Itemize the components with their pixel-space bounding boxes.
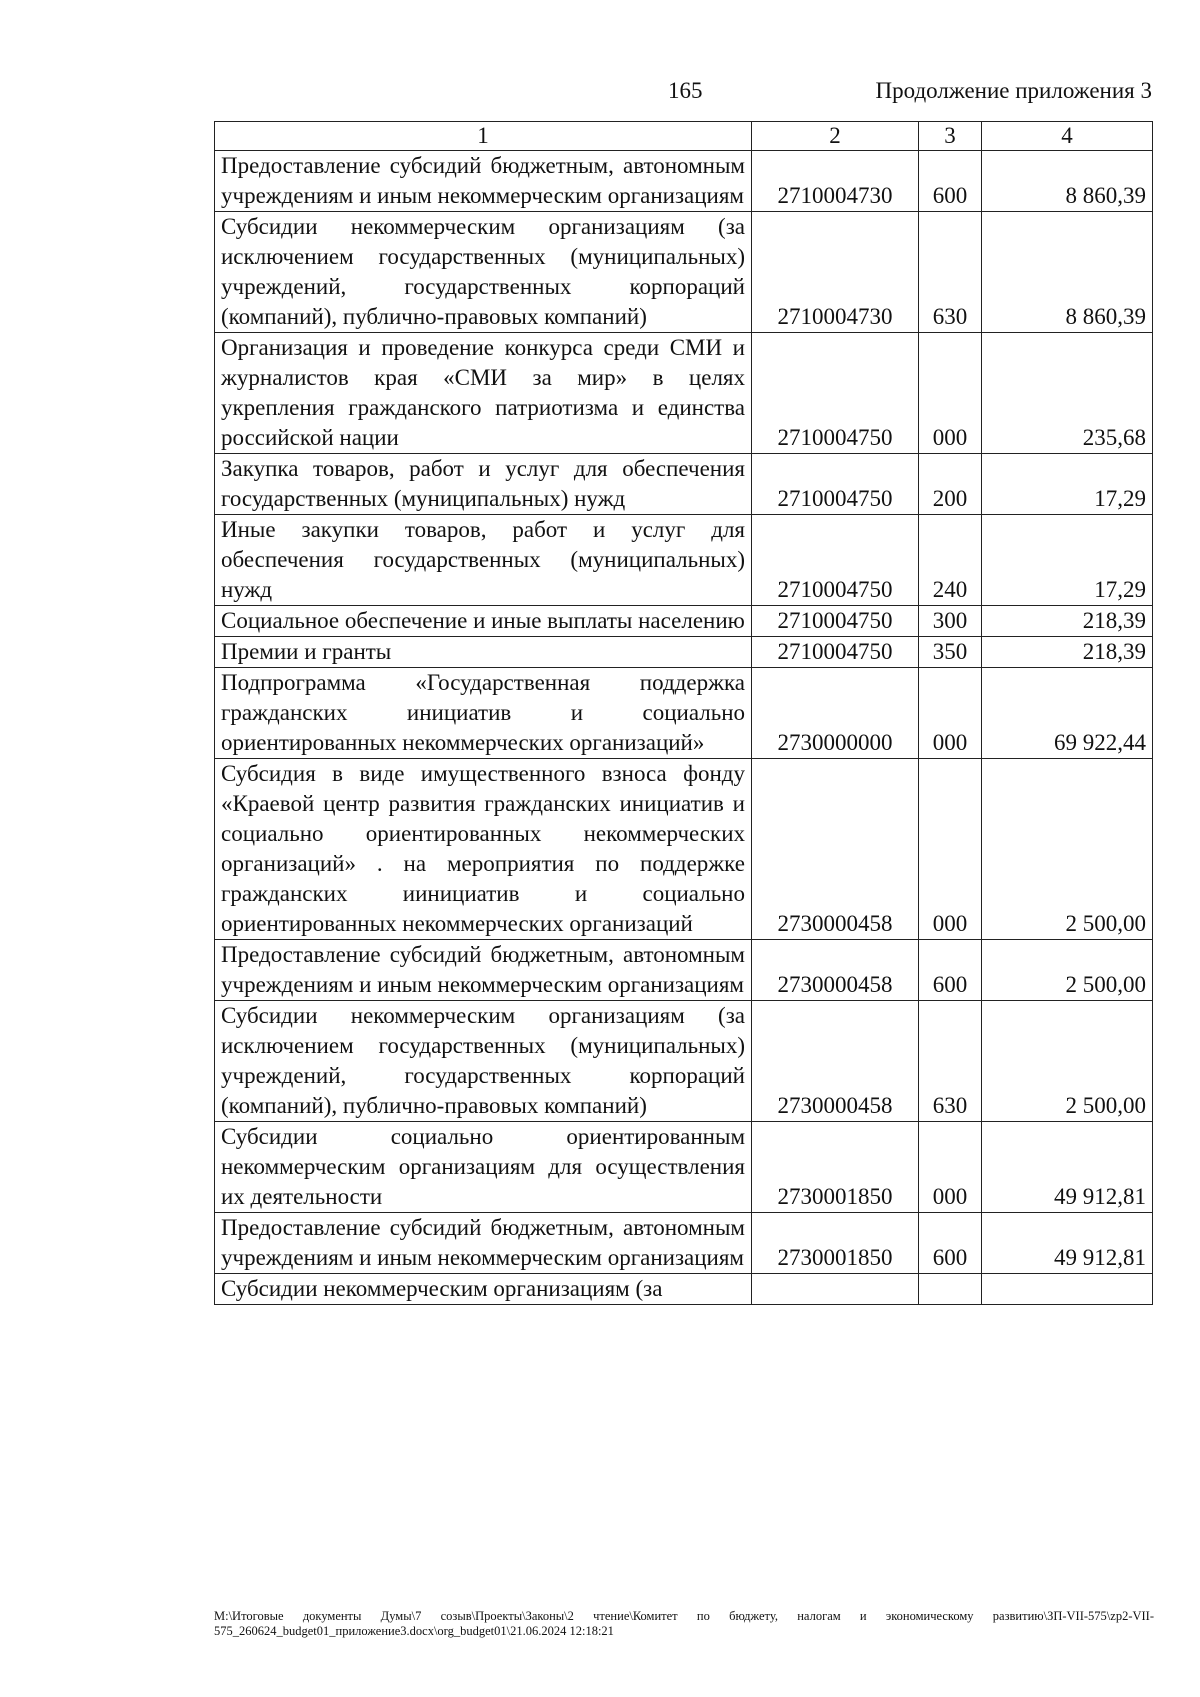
row-type: 350 (919, 637, 982, 668)
row-amount: 8 860,39 (982, 212, 1153, 333)
row-type: 000 (919, 333, 982, 454)
row-description: Организация и проведение конкурса среди СМИ и журналистов края «СМИ за мир» в целях укрепления гражданского патриотизма и единства российской нации (215, 333, 752, 454)
table-row (215, 212, 1153, 333)
row-amount: 69 922,44 (982, 668, 1153, 759)
row-amount: 49 912,81 (982, 1213, 1153, 1274)
row-code: 2730000000 (752, 668, 919, 759)
row-code: 2730000458 (752, 1001, 919, 1122)
table-row (215, 940, 1153, 1001)
table-row (215, 515, 1153, 606)
table-row (215, 606, 1153, 637)
row-amount: 235,68 (982, 333, 1153, 454)
column-header: 3 (919, 122, 982, 151)
row-description: Иные закупки товаров, работ и услуг для обеспечения государственных (муниципальных) нужд (215, 515, 752, 606)
row-amount: 2 500,00 (982, 759, 1153, 940)
table-header-row (215, 122, 1153, 151)
row-description: Социальное обеспечение и иные выплаты населению (215, 606, 752, 637)
row-amount: 218,39 (982, 606, 1153, 637)
table-row (215, 668, 1153, 759)
row-amount: 17,29 (982, 454, 1153, 515)
column-header: 4 (982, 122, 1153, 151)
row-description: Субсидии некоммерческим организациям (за (215, 1274, 752, 1305)
row-description: Субсидии социально ориентированным некоммерческим организациям для осуществления их деятельности (215, 1122, 752, 1213)
continuation-label: Продолжение приложения 3 (875, 78, 1152, 103)
page-number: 165 (668, 78, 703, 103)
row-code: 2710004750 (752, 454, 919, 515)
row-code: 2730001850 (752, 1213, 919, 1274)
row-code: 2710004750 (752, 333, 919, 454)
column-header: 2 (752, 122, 919, 151)
row-description: Предоставление субсидий бюджетным, автономным учреждениям и иным некоммерческим организациям (215, 151, 752, 212)
table-row (215, 1122, 1153, 1213)
row-amount (982, 1274, 1153, 1305)
row-type: 600 (919, 151, 982, 212)
row-type: 600 (919, 1213, 982, 1274)
table-row (215, 151, 1153, 212)
footer-file-path: М:\Итоговые документы Думы\7 созыв\Проекты\Законы\2 чтение\Комитет по бюджету, налогам и экономическому развитию\ЗП-VII-575\zp2-VII-575_260624_budget01_приложение3.docx\org_budget01\21.06.2024 12:18:21 (214, 1609, 1154, 1638)
table-row (215, 454, 1153, 515)
row-code: 2710004730 (752, 212, 919, 333)
row-type: 000 (919, 668, 982, 759)
row-description: Субсидии некоммерческим организациям (за исключением государственных (муниципальных) учреждений, государственных корпораций (компаний), публично-правовых компаний) (215, 212, 752, 333)
row-type: 630 (919, 1001, 982, 1122)
row-amount: 2 500,00 (982, 940, 1153, 1001)
row-description: Подпрограмма «Государственная поддержка гражданских инициатив и социально ориентированных некоммерческих организаций» (215, 668, 752, 759)
row-amount: 2 500,00 (982, 1001, 1153, 1122)
row-code: 2710004750 (752, 515, 919, 606)
row-type: 600 (919, 940, 982, 1001)
row-description: Предоставление субсидий бюджетным, автономным учреждениям и иным некоммерческим организациям (215, 1213, 752, 1274)
row-amount: 8 860,39 (982, 151, 1153, 212)
column-header: 1 (215, 122, 752, 151)
row-type: 240 (919, 515, 982, 606)
table-row (215, 759, 1153, 940)
row-description: Премии и гранты (215, 637, 752, 668)
row-amount: 17,29 (982, 515, 1153, 606)
row-description: Закупка товаров, работ и услуг для обеспечения государственных (муниципальных) нужд (215, 454, 752, 515)
row-amount: 218,39 (982, 637, 1153, 668)
row-type (919, 1274, 982, 1305)
row-description: Предоставление субсидий бюджетным, автономным учреждениям и иным некоммерческим организациям (215, 940, 752, 1001)
row-code: 2710004730 (752, 151, 919, 212)
table-row (215, 1001, 1153, 1122)
table-row (215, 1274, 1153, 1305)
row-amount: 49 912,81 (982, 1122, 1153, 1213)
row-code: 2730000458 (752, 940, 919, 1001)
row-code: 2730001850 (752, 1122, 919, 1213)
budget-table (214, 121, 1153, 1305)
row-code: 2710004750 (752, 606, 919, 637)
row-type: 000 (919, 1122, 982, 1213)
table-row (215, 333, 1153, 454)
row-description: Субсидия в виде имущественного взноса фонду «Краевой центр развития гражданских инициатив и социально ориентированных некоммерческих организаций» . на мероприятия по поддержке гражданских иинициатив и социально ориентированных некоммерческих организаций (215, 759, 752, 940)
row-code: 2710004750 (752, 637, 919, 668)
row-code: 2730000458 (752, 759, 919, 940)
table-row (215, 637, 1153, 668)
row-type: 000 (919, 759, 982, 940)
row-description: Субсидии некоммерческим организациям (за исключением государственных (муниципальных) учреждений, государственных корпораций (компаний), публично-правовых компаний) (215, 1001, 752, 1122)
row-type: 300 (919, 606, 982, 637)
table-row (215, 1213, 1153, 1274)
row-code (752, 1274, 919, 1305)
row-type: 200 (919, 454, 982, 515)
row-type: 630 (919, 212, 982, 333)
